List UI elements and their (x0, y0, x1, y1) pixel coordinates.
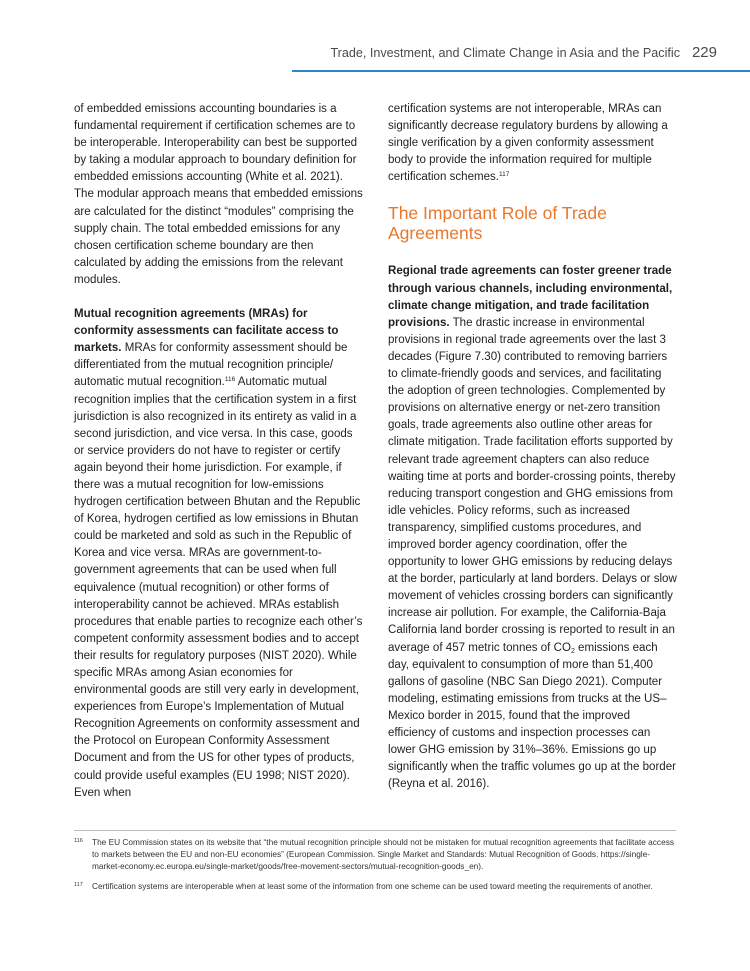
footnote-ref-116[interactable]: 116 (224, 376, 236, 384)
footnote-divider (74, 830, 676, 831)
paragraph-text: MRAs for conformity assessment should be differentiated from the mutual recognition principle/ automatic mutual recognition. (74, 342, 348, 389)
paragraph-lead: Mutual recognition agreements (MRAs) for conformity assessments can facilitate access to markets. (74, 308, 339, 355)
footnote-ref-117[interactable]: 117 (499, 171, 510, 179)
subscript-2: 2 (570, 647, 575, 655)
right-column (388, 101, 678, 793)
running-title: Trade, Investment, and Climate Change in Asia and the Pacific (330, 46, 680, 60)
section-heading: The Important Role of Trade Agreements (388, 203, 607, 244)
footnote-text: The EU Commission states on its website that “the mutual recognition principle should not be mistaken for mutual recognition agreements that facilitate access to markets between the EU and non-EU economies” (European Commission. Single Market and Standards: Mutual Recognition of Goods. https://single-market-economy.ec.europa.eu/single-market/goods/free-movement-sectors/mutual-recognition-goods_en). (92, 837, 674, 872)
page-header (0, 0, 750, 74)
page-number: 229 (691, 44, 717, 61)
header-rule (292, 70, 750, 72)
paragraph-text: emissions each day, equivalent to consumption of more than 51,400 gallons of gasoline (NBC San Diego 2021). Computer modeling, estimating emissions from trucks at the US–Mexico border in 2015, found that the improved efficiency of customs and inspection processes can lower GHG emission by 31%–36%. Emissions go up significantly when the traffic volumes go up at the border (Reyna et al. 2016). (388, 641, 676, 791)
paragraph-certification (388, 101, 678, 186)
paragraph-trade-agreements (388, 263, 678, 793)
footnote-116 (74, 836, 676, 873)
footnote-text: Certification systems are interoperable when at least some of the information from one scheme can be used toward meeting the requirements of another. (92, 880, 653, 891)
paragraph-mras (74, 306, 364, 802)
paragraph-text: certification systems are not interoperable, MRAs can significantly decrease regulatory burdens by allowing a single verification by a given conformity assessment body to provide the information required for multiple certification schemes. (388, 103, 668, 184)
paragraph-boundaries: of embedded emissions accounting boundaries is a fundamental requirement if certification schemes are to be interoperable. Interoperability can best be supported by taking a modular approach to boundary definition for embedded emissions accounting (White et al. 2021). The modular approach means that embedded emissions are calculated for the distinct “modules” comprising the supply chain. The total embedded emissions for any chosen certification scheme boundary are then calculated by adding the emissions from the relevant modules. (74, 103, 363, 286)
paragraph-text: Automatic mutual recognition implies that the certification system in a first jurisdiction is also recognized in its entirety as valid in a second jurisdiction, and vice versa. In this case, goods or service providers do not have to register or certify again beyond their home jurisdiction. For example, if there was a mutual recognition for low-emissions hydrogen certification between Bhutan and the Republic of Korea, hydrogen certified as low emissions in Bhutan could be marketed and sold as such in the Republic of Korea and vice versa. MRAs are government-to-government agreements that can be used when full equivalence (mutual recognition) or other forms of interoperability cannot be achieved. MRAs establish procedures that enable parties to recognize each other’s competent conformity assessment bodies and to accept their results for regulatory purposes (NIST 2020). While specific MRAs among Asian economies for environmental goods are still very early in development, experiences from Europe’s Implementation of Mutual Recognition Agreements on conformity assessment and the Protocol on European Conformity Assessment Document and from the US for other types of products, could provide useful examples (EU 1998; NIST 2020). Even when (74, 376, 363, 799)
left-column (74, 101, 364, 802)
footnote-number: 116 (74, 838, 83, 844)
footnotes (74, 836, 676, 892)
footnote-117 (74, 880, 676, 892)
footnote-number: 117 (74, 881, 83, 888)
paragraph-text: The drastic increase in environmental provisions in regional trade agreements over the last 3 decades (Figure 7.30) contributed to removing barriers to climate-friendly goods and services, and facilitating the adoption of green technologies. Complemented by provisions on alternative energy or net-zero transition goals, trade agreements also outline other areas for climate mitigation. Trade facilitation efforts supported by relevant trade agreement chapters can also reduce waiting time at ports and border-crossing points, thereby reducing transport congestion and GHG emissions from idle vehicles. Policy reforms, such as increased transparency, simplified customs procedures, and improved border agency coordination, offer the opportunity to lower GHG emissions by reducing delays at the border, particularly at land borders. Delays or slow movement of vehicles crossing borders can significantly increase air pollution. For example, the California-Baja California land border crossing is reported to result in an average of 457 metric tonnes of CO (388, 316, 677, 654)
paragraph-lead: Regional trade agreements can foster greener trade through various channels, including environmental, climate change mitigation, and trade facilitation provisions. (388, 265, 673, 329)
